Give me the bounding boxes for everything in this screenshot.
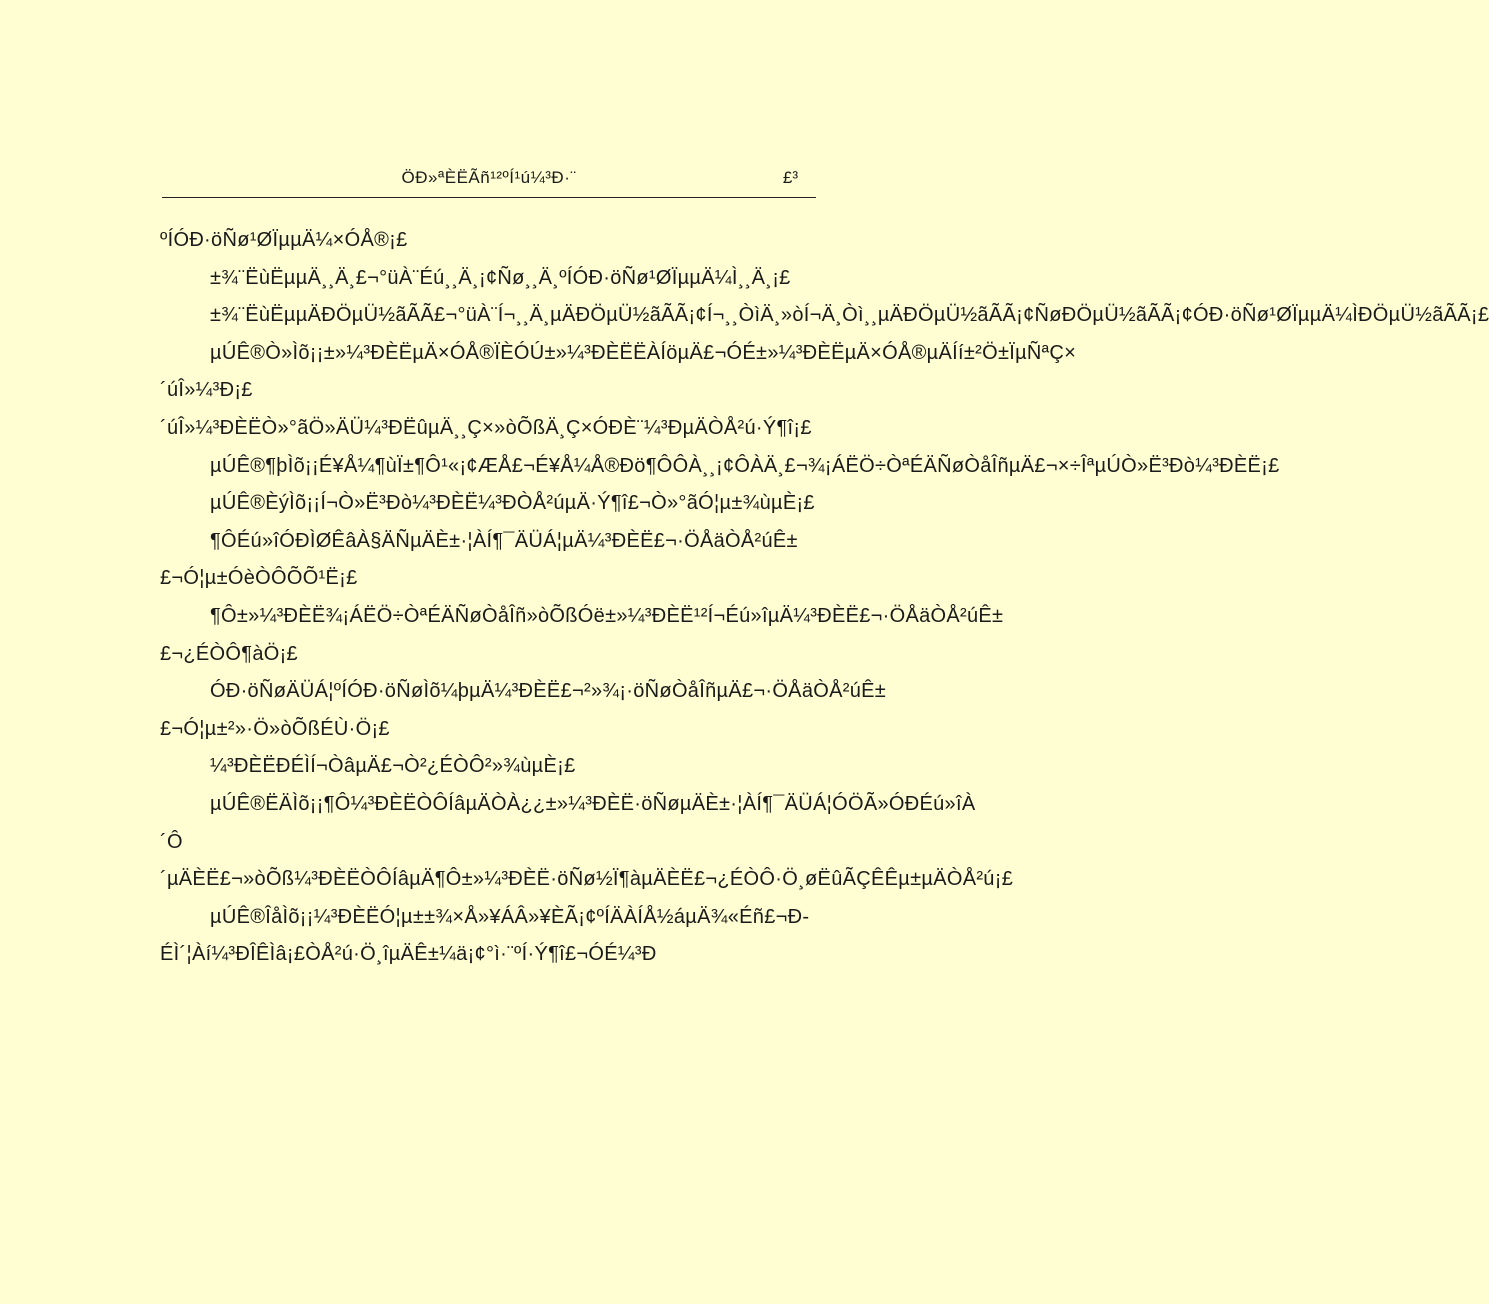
header-title: ÖÐ»ªÈËÃñ¹²ºÍ¹ú¼³Ð·¨ bbox=[401, 168, 577, 187]
paragraph: ¶ÔÉú»îÓÐÌØÊâÀ§ÄÑµÄÈ±·¦ÀÍ¶¯ÄÜÁ¦µÄ¼³ÐÈË£¬·ÖÅäÒÅ²úÊ±£¬Ó¦µ±ÓèÒÔÕÕ¹Ë¡£ bbox=[160, 529, 798, 590]
paragraph: µÚÊ®ÈýÌõ¡¡Í¬Ò»Ë³Ðò¼³ÐÈË¼³ÐÒÅ²úµÄ·Ý¶î£¬Ò»°ãÓ¦µ±¾ùµÈ¡£ bbox=[210, 492, 815, 515]
paragraph: ÓÐ·öÑøÄÜÁ¦ºÍÓÐ·öÑøÌõ¼þµÄ¼³ÐÈË£¬²»¾¡·öÑøÒåÎñµÄ£¬·ÖÅäÒÅ²úÊ±£¬Ó¦µ±²»·Ö»òÕßÉÙ·Ö¡£ bbox=[160, 680, 887, 740]
paragraph: ºÍÓÐ·öÑø¹ØÏµµÄ¼×ÓÅ®¡£ bbox=[160, 229, 408, 251]
paragraph: µÚÊ®ËÄÌõ¡¡¶Ô¼³ÐÈËÒÔÍâµÄÒÀ¿¿±»¼³ÐÈË·öÑøµÄÈ±·¦ÀÍ¶¯ÄÜÁ¦ÓÖÃ»ÓÐÉú»îÀ´Ô´µÄÈË£¬»òÕß¼³ÐÈËÒÔÍâµÄ¶Ô±»¼³ÐÈË·öÑø½Ï¶àµÄÈË£¬¿ÉÒÔ·Ö¸øËûÃÇÊÊµ±µÄÒÅ²ú¡£ bbox=[160, 792, 1014, 891]
paragraph: ¶Ô±»¼³ÐÈË¾¡ÁËÖ÷ÒªÉÄÑøÒåÎñ»òÕßÓë±»¼³ÐÈË¹²Í¬Éú»îµÄ¼³ÐÈË£¬·ÖÅäÒÅ²úÊ±£¬¿ÉÒÔ¶àÖ¡£ bbox=[160, 604, 1004, 665]
running-header bbox=[162, 166, 816, 194]
paragraph: ±¾¨ËùËµµÄ¸¸Ä¸£¬°üÀ¨Éú¸¸Ä¸¡¢Ñø¸¸Ä¸ºÍÓÐ·öÑø¹ØÏµµÄ¼Ì¸¸Ä¸¡£ bbox=[210, 266, 791, 289]
paragraph: ¼³ÐÈËÐÉÌÍ¬ÒâµÄ£¬Ò²¿ÉÒÔ²»¾ùµÈ¡£ bbox=[210, 755, 576, 778]
paragraph: µÚÊ®ÎåÌõ¡¡¼³ÐÈËÓ¦µ±±¾×Å»¥ÁÂ»¥ÈÃ¡¢ºÍÄÀÍÅ½áµÄ¾«Éñ£¬ÐÉÌ´¦Àí¼³ÐÎÊÌâ¡£ÒÅ²ú·Ö¸îµÄÊ±¼ä¡¢°ì·¨ºÍ·Ý¶î£¬ÓÉ¼³Ð bbox=[160, 905, 810, 966]
paragraph: ±¾¨ËùËµµÄÐÖµÜ½ãÃÃ£¬°üÀ¨Í¬¸¸Ä¸µÄÐÖµÜ½ãÃÃ¡¢Í¬¸¸ÒìÄ¸»òÍ¬Ä¸Òì¸¸µÄÐÖµÜ½ãÃÃ¡¢ÑøÐÖµÜ½ãÃÃ¡¢ÓÐ·öÑø¹ØÏµµÄ¼ÌÐÖµÜ½ãÃÃ¡£ bbox=[210, 304, 1489, 327]
paragraph: µÚÊ®¶þÌõ¡¡É¥Å¼¶ùÏ±¶Ô¹«¡¢ÆÅ£¬É¥Å¼Å®Ðö¶ÔÔÀ¸¸¡¢ÔÀÄ¸£¬¾¡ÁËÖ÷ÒªÉÄÑøÒåÎñµÄ£¬×÷ÎªµÚÒ»Ë³Ðò¼³ÐÈË¡£ bbox=[210, 454, 1280, 477]
paragraph: µÚÊ®Ò»Ìõ¡¡±»¼³ÐÈËµÄ×ÓÅ®ÏÈÓÚ±»¼³ÐÈËËÀÍöµÄ£¬ÓÉ±»¼³ÐÈËµÄ×ÓÅ®µÄÍí±²Ö±ÏµÑªÇ×´úÎ»¼³Ð¡£´úÎ»¼³ÐÈËÒ»°ãÖ»ÄÜ¼³ÐËûµÄ¸¸Ç×»òÕßÄ¸Ç×ÓÐÈ¨¼³ÐµÄÒÅ²ú·Ý¶î¡£ bbox=[160, 341, 1077, 439]
page-number: £³ bbox=[782, 168, 798, 187]
header-rule bbox=[162, 197, 816, 198]
body-text bbox=[160, 222, 1489, 974]
